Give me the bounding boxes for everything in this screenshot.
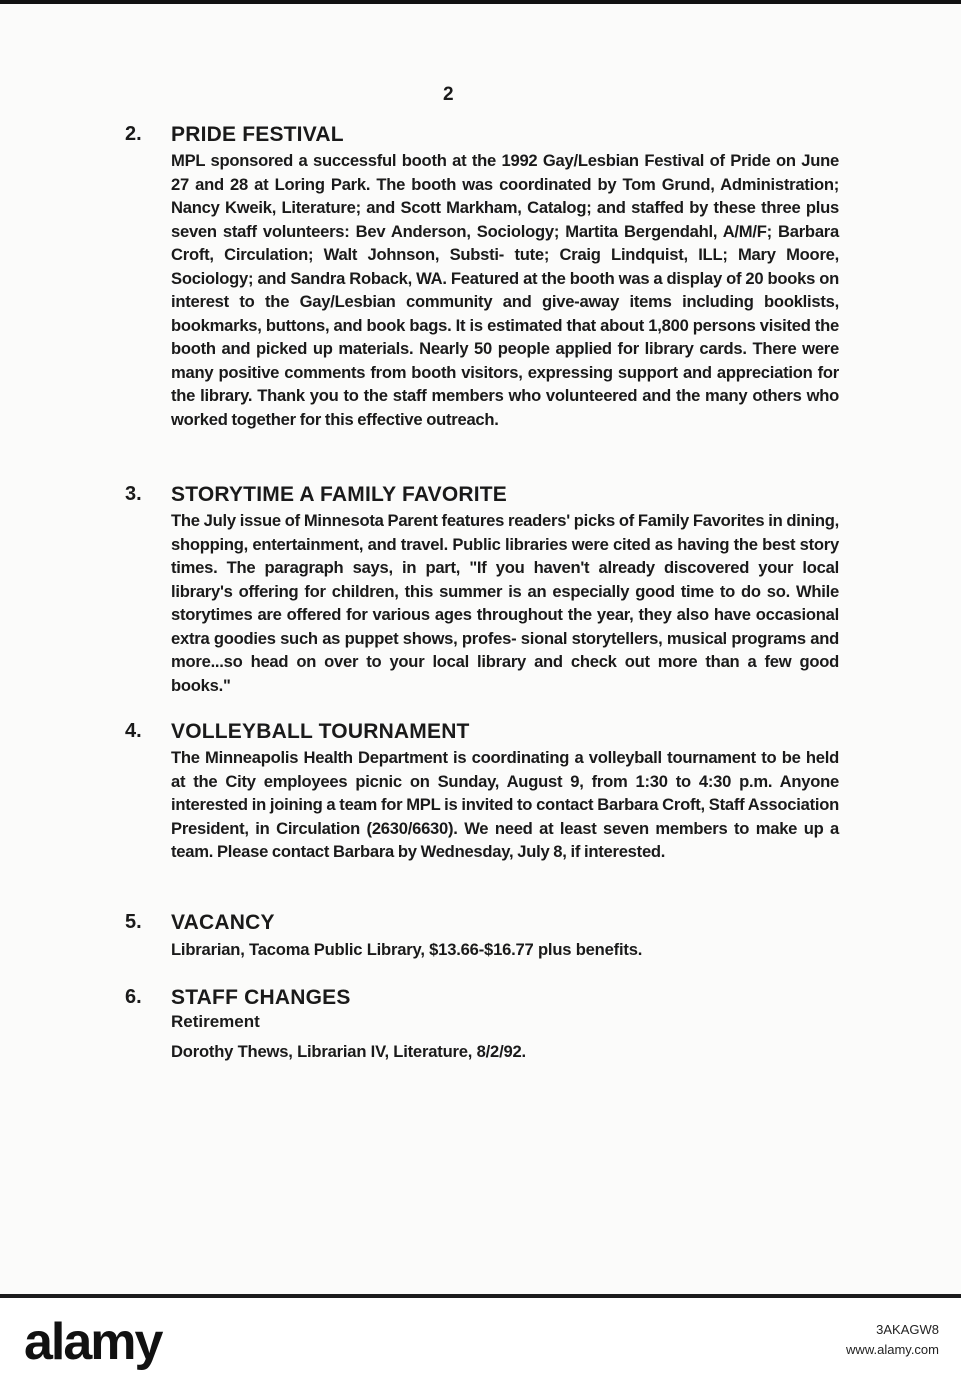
section-pride-festival <box>125 123 840 463</box>
section-body: The Minneapolis Health Department is coordinating a volleyball tournament to be held at the City employees picnic on Sunday, August 9, from 1:30 to 4:30 p.m. Anyone interested in joining a team for MPL is invited to contact Barbara Croft, Staff Association President, in Circulation (2630/6630). We need at least seven members to make up a team. Please contact Barbara by Wednesday, July 8, if interested. <box>171 748 839 861</box>
section-body: Librarian, Tacoma Public Library, $13.66-$16.77 plus benefits. <box>171 940 643 959</box>
section-body: MPL sponsored a successful booth at the 1992 Gay/Lesbian Festival of Pride on June 27 and 28 at Loring Park. The booth was coordinated by Tom Grund, Administration; Nancy Kweik, Literature; and Scott Markham, Catalog; and staffed by these three plus seven staff volunteers: Bev Anderson, Sociology; Martita Bergendahl, A/M/F; Barbara Croft, Circulation; Walt Johnson, Substi- tute; Craig Lindquist, ILL; Mary Moore, Sociology; and Sandra Roback, WA. Featured at the booth was a display of 20 books on interest to the Gay/Lesbian community and give-away items including booklists, bookmarks, buttons, and book bags. It is estimated that about 1,800 persons visited the booth and picked up materials. Nearly 50 people applied for library cards. There were many positive comments from booth visitors, expressing support and appreciation for the library. Thank you to the staff members who volunteered and the many others who worked together for this effective outreach. <box>171 151 839 429</box>
footer-divider <box>0 1294 961 1298</box>
section-vacancy <box>125 911 840 971</box>
section-body: Dorothy Thews, Librarian IV, Literature, 8/2/92. <box>171 1042 526 1061</box>
site-url: www.alamy.com <box>846 1342 939 1357</box>
section-title: VACANCY <box>171 911 275 934</box>
section-number: 2. <box>125 123 142 145</box>
section-number: 4. <box>125 720 142 742</box>
section-number: 5. <box>125 911 142 933</box>
section-title: STAFF CHANGES <box>171 986 351 1009</box>
section-staff-changes <box>125 986 840 1076</box>
page-number: 2 <box>443 84 454 105</box>
scanned-document <box>0 4 961 1294</box>
section-title: STORYTIME A FAMILY FAVORITE <box>171 483 507 506</box>
section-volleyball <box>125 720 840 890</box>
section-storytime <box>125 483 840 698</box>
section-number: 6. <box>125 986 142 1008</box>
section-title: VOLLEYBALL TOURNAMENT <box>171 720 470 743</box>
image-id-code: 3AKAGW8 <box>876 1322 939 1337</box>
section-number: 3. <box>125 483 142 505</box>
brand-logo: alamy <box>24 1313 162 1371</box>
section-subheading: Retirement <box>171 1012 260 1031</box>
section-title: PRIDE FESTIVAL <box>171 123 344 146</box>
section-body: The July issue of Minnesota Parent features readers' picks of Family Favorites in dining, shopping, entertainment, and travel. Public libraries were cited as having the best story times. The paragraph says, in part, "If you haven't already discovered your local library's offering for children, this summer is an especially good time to do so. While storytimes are offered for various ages throughout the year, they also have occasional extra goodies such as puppet shows, profes- sional storytellers, musical programs and more...so head on over to your local library and check out more than a few good books." <box>171 511 839 695</box>
image-id <box>846 1320 939 1360</box>
stock-footer <box>0 1294 961 1390</box>
